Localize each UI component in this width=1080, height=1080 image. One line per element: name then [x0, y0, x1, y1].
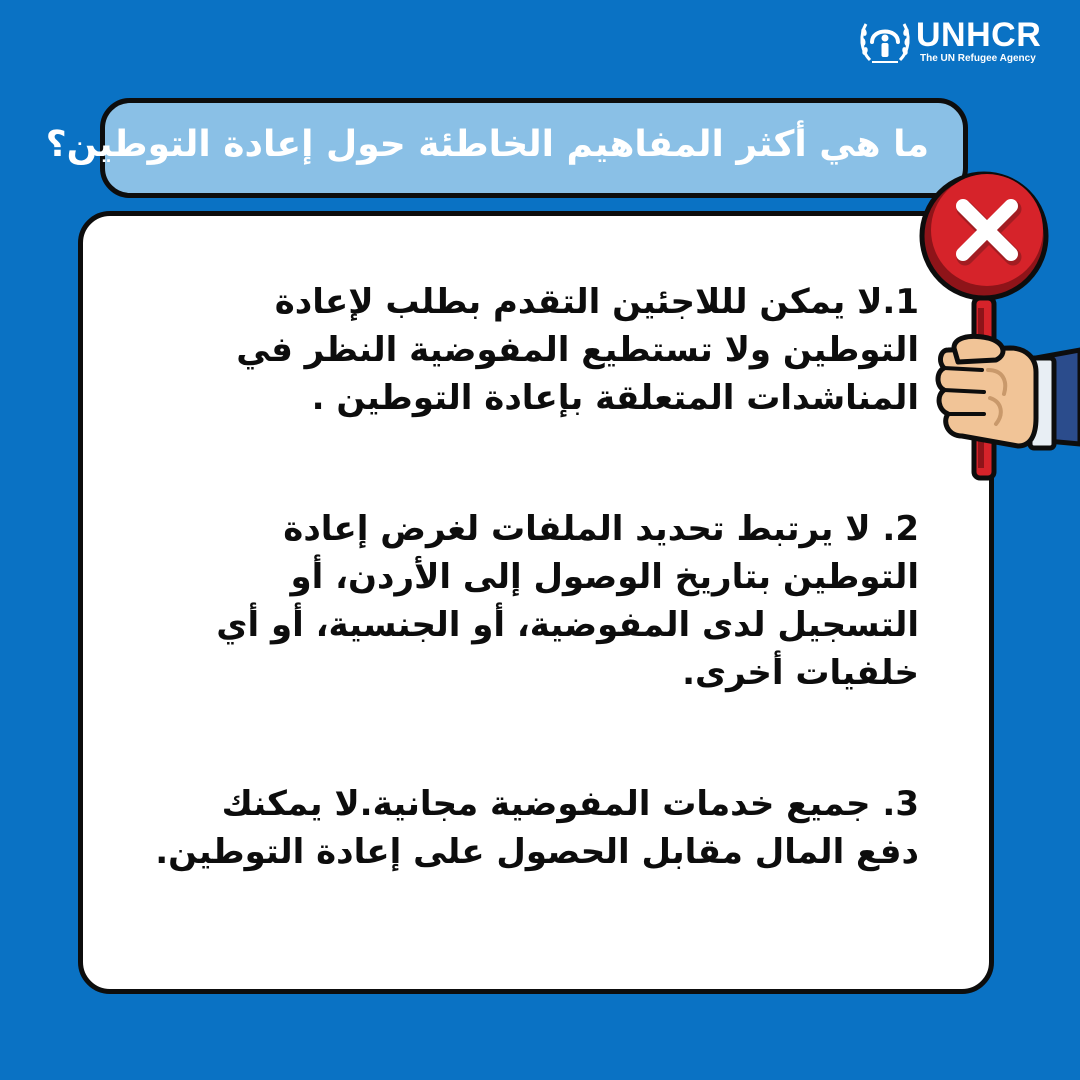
title-banner: [45, 98, 968, 198]
unhcr-logo: [858, 18, 1058, 70]
page-title: ما هي أكثر المفاهيم الخاطئة حول إعادة التوطين؟: [45, 124, 929, 165]
brand-name: UNHCR: [916, 16, 1042, 54]
hand-holding-x-sign-icon: [918, 158, 1080, 488]
points-list: [149, 278, 919, 876]
content-card: [78, 211, 994, 994]
brand-tagline: The UN Refugee Agency: [920, 53, 1036, 64]
point-1: 1.لا يمكن لللاجئين التقدم بطلب لإعادة التوطين ولا تستطيع المفوضية النظر في المناشدات المتعلقة بإعادة التوطين .: [236, 282, 919, 418]
point-3: 3. جميع خدمات المفوضية مجانية.لا يمكنك دفع المال مقابل الحصول على إعادة التوطين.: [155, 784, 919, 872]
unhcr-emblem-icon: [858, 18, 912, 66]
point-2: 2. لا يرتبط تحديد الملفات لغرض إعادة التوطين بتاريخ الوصول إلى الأردن، أو التسجيل لدى المفوضية، أو الجنسية، أو أي خلفيات أخرى.: [216, 509, 919, 693]
